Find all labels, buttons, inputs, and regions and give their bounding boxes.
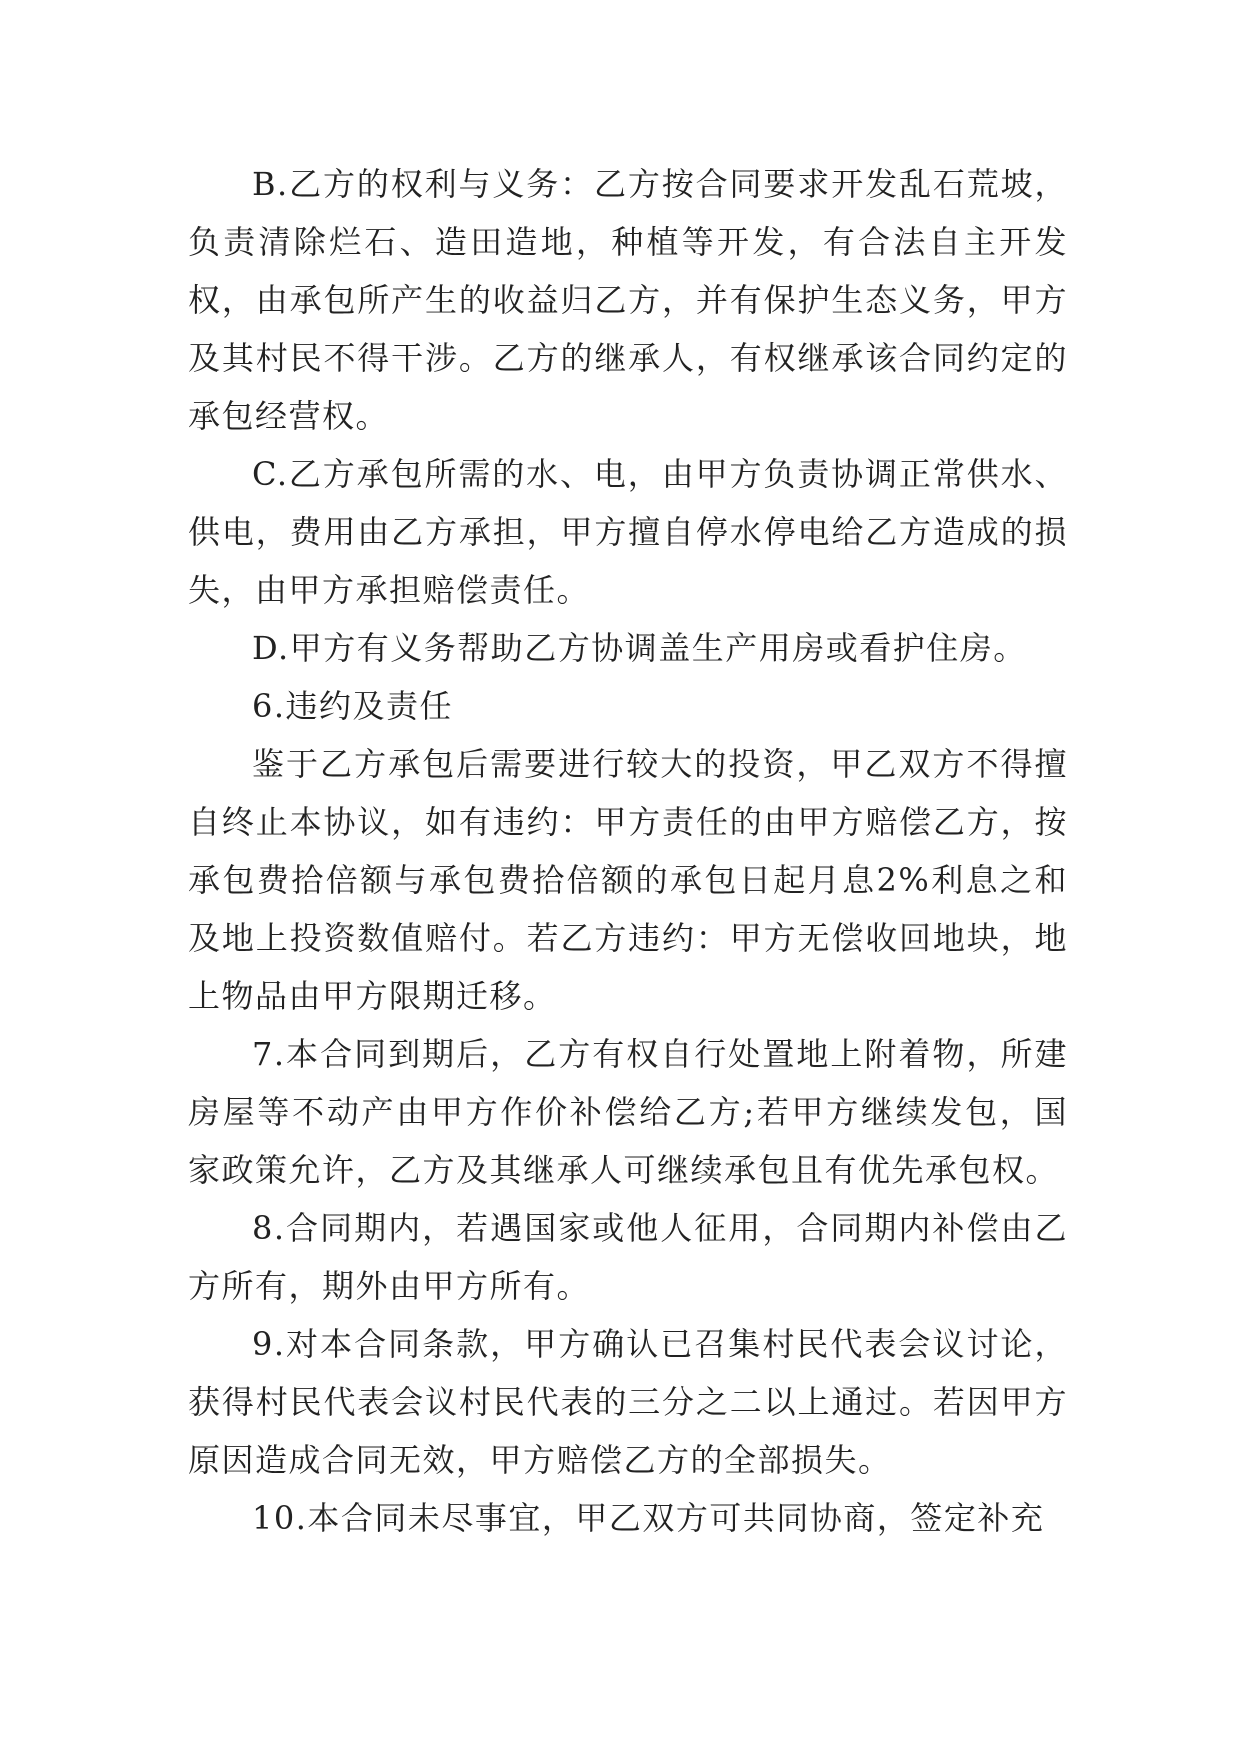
paragraph-expiry: 7.本合同到期后，乙方有权自行处置地上附着物，所建房屋等不动产由甲方作价补偿给乙方;若甲方继续发包，国家政策允许，乙方及其继承人可继续承包且有优先承包权。 — [188, 1035, 1068, 1189]
paragraph-supplementary: 10.本合同未尽事宜，甲乙双方可共同协商，签定补充 — [252, 1499, 1045, 1537]
paragraph-housing: D.甲方有义务帮助乙方协调盖生产用房或看护住房。 — [252, 629, 1027, 667]
paragraph-villager-approval: 9.对本合同条款，甲方确认已召集村民代表会议讨论，获得村民代表会议村民代表的三分之二以上通过。若因甲方原因造成合同无效，甲方赔偿乙方的全部损失。 — [188, 1325, 1068, 1479]
paragraph-expropriation: 8.合同期内，若遇国家或他人征用，合同期内补偿由乙方所有，期外由甲方所有。 — [188, 1209, 1068, 1305]
document-body — [188, 155, 1068, 1547]
section-heading-breach: 6.违约及责任 — [252, 687, 454, 725]
paragraph-water-electricity: C.乙方承包所需的水、电，由甲方负责协调正常供水、供电，费用由乙方承担，甲方擅自停水停电给乙方造成的损失，由甲方承担赔偿责任。 — [188, 455, 1068, 609]
paragraph-breach-liability: 鉴于乙方承包后需要进行较大的投资，甲乙双方不得擅自终止本协议，如有违约：甲方责任的由甲方赔偿乙方，按承包费拾倍额与承包费拾倍额的承包日起月息2%利息之和及地上投资数值赔付。若乙方违约：甲方无偿收回地块，地上物品由甲方限期迁移。 — [188, 745, 1068, 1015]
paragraph-rights-obligations: B.乙方的权利与义务：乙方按合同要求开发乱石荒坡，负责清除烂石、造田造地，种植等开发，有合法自主开发权，由承包所产生的收益归乙方，并有保护生态义务，甲方及其村民不得干涉。乙方的继承人，有权继承该合同约定的承包经营权。 — [188, 165, 1068, 435]
